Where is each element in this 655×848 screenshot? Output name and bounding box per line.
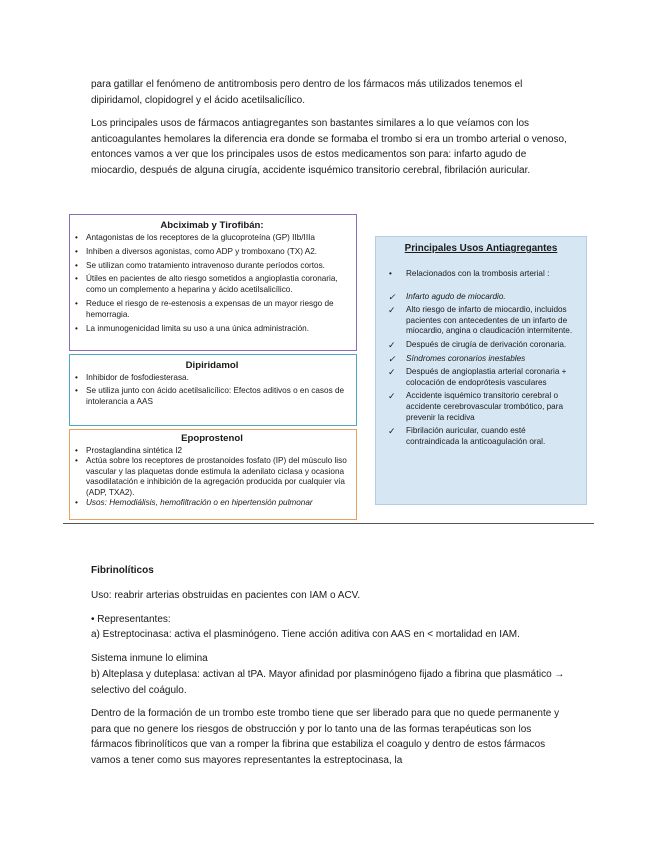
fibrinoliticos-uso: Uso: reabrir arterias obstruidas en pacientes con IAM o ACV. — [91, 590, 361, 601]
dipiridamol-box — [69, 354, 357, 426]
usos-item: ✓ Fibrilación auricular, cuando esté contraindicada la anticoagulación oral. — [384, 426, 578, 447]
usos-item: ✓ Infarto agudo de miocardio. — [384, 292, 578, 303]
fibrinoliticos-final: Dentro de la formación de un trombo este trombo tiene que ser liberado para que no quede permanente y para que no genere los riesgos de obstrucción y por lo tanto una de las formas terapéuticas son los fármacos fibrinolíticos que van a romper la fibrina que estabiliza el coagulo y dentro de estos fármacos vamos a tener como sus mayores representantes la estreptocinasa, la — [91, 708, 560, 766]
fibrinoliticos-b: b) Alteplasa y duteplasa: activan al tPA. Mayor afinidad por plasminógeno fijado a fibrina que plasmático → selectivo del coágulo. — [91, 669, 565, 696]
epoprostenol-item: • Prostaglandina sintética I2 — [74, 446, 350, 456]
abciximab-item: • Reduce el riesgo de re-estenosis a expensas de un mayor riesgo de hemorragia. — [74, 299, 350, 321]
epoprostenol-item: • Actúa sobre los receptores de prostanoides fosfato (IP) del músculo liso vascular y las plaquetas donde estimula la adenilato ciclasa y ocasiona vasodilatación e inhibición de la agregación producida por cualquier vía (ADP, TXA2). — [74, 456, 350, 498]
usos-item: ✓ Después de cirugía de derivación coronaria. — [384, 340, 578, 351]
usos-intro: • Relacionados con la trombosis arterial : — [384, 269, 578, 280]
usos-item: ✓ Accidente isquémico transitorio cerebral o accidente cerebrovascular trombótico, para prevenir la recidiva — [384, 391, 578, 423]
usos-item: ✓ Síndromes coronarios inestables — [384, 354, 578, 365]
abciximab-item: • Inhiben a diversos agonistas, como ADP y tromboxano (TX) A2. — [74, 247, 350, 258]
epoprostenol-title: Epoprostenol — [181, 433, 243, 444]
dipiridamol-item: • Se utiliza junto con ácido acetilsalicílico: Efectos aditivos o en casos de intolerancia a AAS — [74, 386, 350, 408]
usos-title: Principales Usos Antiagregantes — [404, 243, 558, 254]
fibrinoliticos-heading: Fibrinolíticos — [91, 565, 154, 576]
epoprostenol-item: • Usos: Hemodiálisis, hemofiltración o en hipertensión pulmonar — [74, 498, 350, 508]
abciximab-box — [69, 214, 357, 351]
dipiridamol-title: Dipiridamol — [185, 360, 239, 371]
dipiridamol-item: • Inhibidor de fosfodiesterasa. — [74, 373, 350, 384]
abciximab-item: • La inmunogenicidad limita su uso a una única administración. — [74, 324, 350, 335]
usos-antiagregantes-box — [375, 236, 587, 505]
usos-item: ✓ Después de angioplastia arterial coronaria + colocación de endoprótesis vasculares — [384, 367, 578, 388]
abciximab-item: • Antagonistas de los receptores de la glucoproteína (GP) IIb/IIIa — [74, 233, 350, 244]
abciximab-item: • Se utilizan como tratamiento intravenoso durante períodos cortos. — [74, 261, 350, 272]
abciximab-title: Abciximab y Tirofibán: — [160, 220, 264, 231]
intro-paragraph-1: para gatillar el fenómeno de antitrombosis pero dentro de los fármacos más utilizados tenemos el dipiridamol, clopidogrel y el ácido acetilsalicílico. — [91, 79, 523, 106]
intro-paragraph-2: Los principales usos de fármacos antiagregantes son bastantes similares a lo que veíamos con los anticoagulantes hemolares la diferencia era donde se formaba el trombo si era un trombo arterial o venoso, entonces vamos a ver que los principales usos de estos medicamentos son para: infarto agudo de miocardio, después de alguna cirugía, accidente isquémico transitorio cerebral, fibrilación auricular. — [91, 118, 567, 176]
epoprostenol-box — [69, 429, 357, 520]
fibrinoliticos-representantes: • Representantes: — [91, 614, 171, 625]
abciximab-item: • Útiles en pacientes de alto riesgo sometidos a angioplastia coronaria, como un complemento a heparina y ácido acetilsalicílico. — [74, 274, 350, 296]
usos-item: ✓ Alto riesgo de infarto de miocardio, incluidos pacientes con antecedentes de un infarto de miocardio, angina o claudicación intermitente. — [384, 305, 578, 337]
fibrinoliticos-sistema: Sistema inmune lo elimina — [91, 653, 208, 664]
section-divider — [63, 523, 594, 524]
fibrinoliticos-a: a) Estreptocinasa: activa el plasminógeno. Tiene acción aditiva con AAS en < mortalidad en IAM. — [91, 629, 520, 640]
